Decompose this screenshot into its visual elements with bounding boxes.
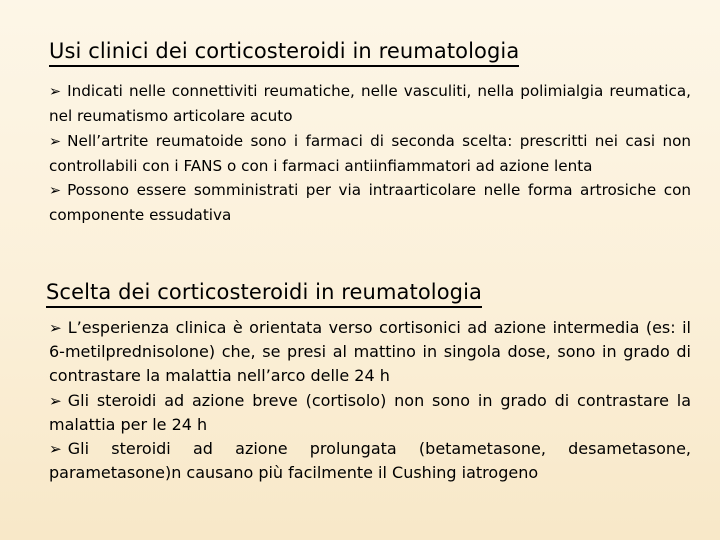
section1-bullet-item — [49, 129, 691, 179]
arrow-bullet-icon: ➢ — [49, 133, 62, 150]
section2-bullet-text: Gli steroidi ad azione prolungata (betametasone, desametasone, parametasone)n causano più facilmente il Cushing iatrogeno — [49, 439, 691, 483]
section1-bullet-item — [49, 178, 691, 228]
section2-bullet-item — [49, 389, 691, 437]
section2-bullet-list — [49, 316, 691, 485]
section1-bullet-item — [49, 79, 691, 129]
section2-bullet-item — [49, 437, 691, 485]
section2-bullet-text: Gli steroidi ad azione breve (cortisolo) non sono in grado di contrastare la malattia per le 24 h — [49, 390, 691, 434]
arrow-bullet-icon: ➢ — [49, 440, 62, 459]
section1-bullet-text: Nell’artrite reumatoide sono i farmaci di seconda scelta: prescritti nei casi non controllabili con i FANS o con i farmaci antiinfiammatori ad azione lenta — [49, 131, 691, 175]
arrow-bullet-icon: ➢ — [49, 183, 62, 200]
arrow-bullet-icon: ➢ — [49, 391, 62, 410]
section2-title: Scelta dei corticosteroidi in reumatologia — [46, 279, 482, 308]
section1-bullet-text: Possono essere somministrati per via intraarticolare nelle forma artrosiche con componente essudativa — [49, 181, 691, 225]
section1-bullet-list — [49, 79, 691, 228]
section2-bullet-item — [49, 316, 691, 389]
section2-bullet-text: L’esperienza clinica è orientata verso cortisonici ad azione intermedia (es: il 6-metilprednisolone) che, se presi al mattino in singola dose, sono in grado di contrastare la malattia nell’arco delle 24 h — [49, 318, 691, 386]
arrow-bullet-icon: ➢ — [49, 84, 62, 100]
section1-bullet-text: Indicati nelle connettiviti reumatiche, nelle vasculiti, nella polimialgia reumatica, nel reumatismo articolare acuto — [49, 82, 691, 126]
arrow-bullet-icon: ➢ — [49, 319, 62, 337]
section1-title: Usi clinici dei corticosteroidi in reumatologia — [49, 38, 519, 67]
